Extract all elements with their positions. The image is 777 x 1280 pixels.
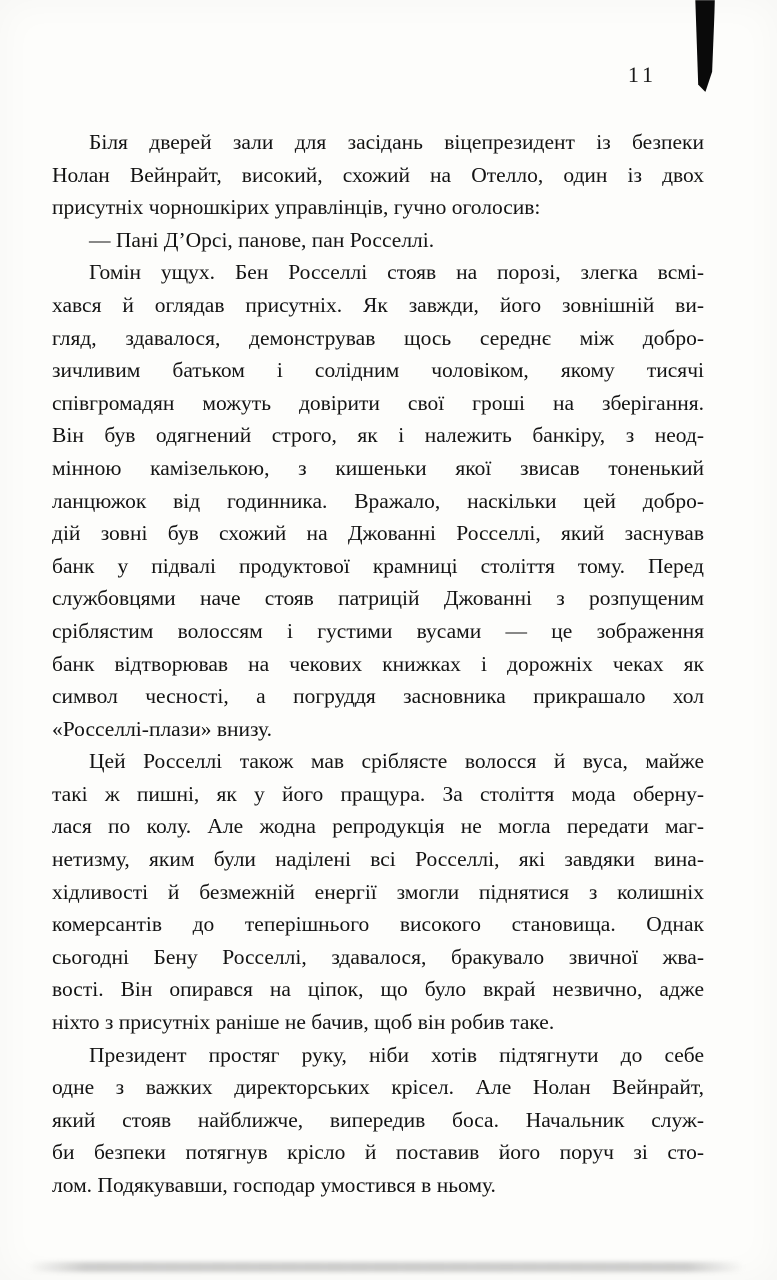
- text-line: лом. Подякувавши, господар умостився в ньому.: [52, 1173, 496, 1197]
- text-line: Цей Росселлі також мав сріблясте волосся й вуса, майже: [89, 749, 704, 774]
- text-line: сьогодні Бену Росселлі, здавалося, бракувало звичної жва-: [52, 944, 704, 969]
- paragraph: [52, 126, 704, 224]
- text-line: Він був одягнений строго, як і належить банкіру, з неод-: [52, 423, 704, 448]
- paragraph: [52, 256, 704, 745]
- text-line: ланцюжок від годинника. Вражало, наскільки цей добро-: [52, 488, 704, 513]
- text-line: такі ж пишні, як у його пращура. За століття мода оберну-: [52, 781, 704, 806]
- text-line: Біля дверей зали для засідань віцепрезидент із безпеки: [89, 130, 704, 154]
- text-line: комерсантів до теперішнього високого становища. Однак: [52, 912, 704, 937]
- page-number: 11: [627, 62, 657, 87]
- text-line: вості. Він опирався на ціпок, що було вкрай незвично, адже: [52, 977, 704, 1002]
- page-bottom-edge-shadow: [28, 1262, 744, 1272]
- text-line: би безпеки потягнув крісло й поставив його поруч зі сто-: [52, 1140, 704, 1165]
- paragraph: [52, 224, 704, 257]
- text-block: [52, 126, 704, 1202]
- text-line: який стояв найближче, випередив боса. Начальник служ-: [52, 1107, 704, 1132]
- text-line: Гомін ущух. Бен Росселлі стояв на порозі, злегка всмі-: [89, 260, 704, 285]
- text-line: службовцями наче стояв патрицій Джованні з розпущеним: [52, 586, 704, 611]
- text-line: банк відтворював на чекових книжках і дорожніх чеках як: [52, 651, 704, 676]
- paragraph: [52, 745, 704, 1038]
- text-line: нетизму, яким були наділені всі Росселлі, які завдяки вина-: [52, 847, 704, 872]
- binding-shadow-mark: [691, 0, 715, 92]
- text-line: співгромадян можуть довірити свої гроші на зберігання.: [52, 390, 704, 415]
- text-line: сріблястим волоссям і густими вусами — це зображення: [52, 618, 704, 643]
- text-line: банк у підвалі продуктової крамниці століття тому. Перед: [52, 553, 704, 578]
- text-line: зичливим батьком і солідним чоловіком, якому тисячі: [52, 358, 704, 383]
- paragraph: [52, 1039, 704, 1202]
- text-line: хідливості й безмежній енергії змогли піднятися з колишніх: [52, 879, 704, 904]
- text-line: одне з важких директорських крісел. Але Нолан Вейнрайт,: [52, 1075, 704, 1100]
- text-line: гляд, здавалося, демонстрував щось середнє між добро-: [52, 325, 704, 350]
- text-line: мінною камізелькою, з кишеньки якої звисав тоненький: [52, 455, 704, 480]
- text-line: «Росселлі-плази» внизу.: [52, 716, 273, 741]
- text-line: Нолан Вейнрайт, високий, схожий на Отелло, один із двох: [52, 162, 704, 187]
- text-line: Президент простяг руку, ніби хотів підтягнути до себе: [89, 1042, 704, 1067]
- text-line: символ чесності, а погруддя засновника прикрашало хол: [52, 684, 704, 709]
- text-line: ніхто з присутніх раніше не бачив, щоб він робив таке.: [52, 1010, 555, 1035]
- text-line: дій зовні був схожий на Джованні Росселлі, який заснував: [52, 521, 704, 546]
- text-line: — Пані Д’Орсі, панове, пан Росселлі.: [89, 227, 435, 252]
- text-line: хався й оглядав присутніх. Як завжди, його зовнішній ви-: [52, 292, 704, 317]
- text-line: лася по колу. Але жодна репродукція не могла передати маг-: [52, 814, 704, 839]
- text-line: присутніх чорношкірих управлінців, гучно оголосив:: [52, 195, 541, 220]
